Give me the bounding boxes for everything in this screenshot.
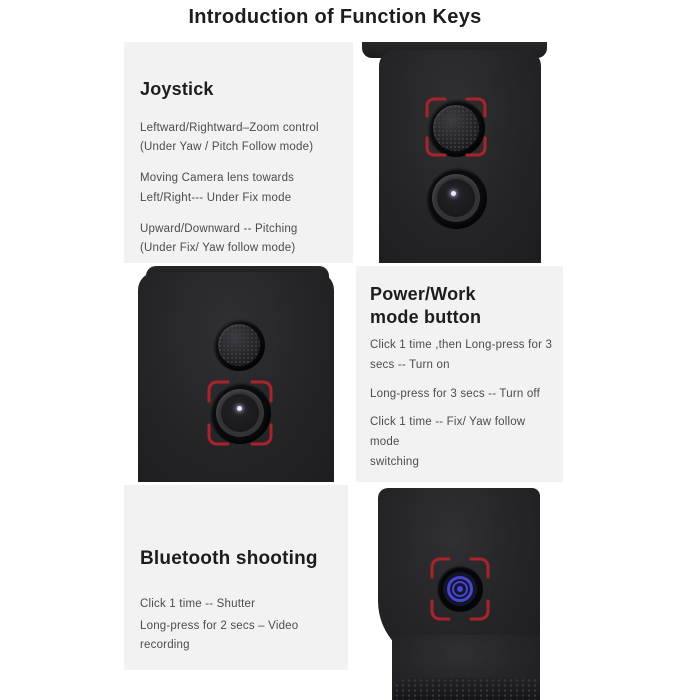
gimbal-photo-joystick xyxy=(356,42,563,263)
bluetooth-section xyxy=(124,485,348,670)
power-button-cap xyxy=(221,394,259,432)
joystick-paragraph xyxy=(140,169,339,209)
power-section xyxy=(356,266,563,482)
bluetooth-paragraph xyxy=(140,617,334,657)
text-line: Leftward/Rightward–Zoom control xyxy=(140,121,319,134)
device-handle xyxy=(138,272,334,482)
text-line: (Under Yaw / Pitch Follow mode) xyxy=(140,141,314,154)
text-line: Click 1 time -- Shutter xyxy=(140,597,256,610)
power-paragraph xyxy=(370,336,555,376)
power-paragraph xyxy=(370,385,555,405)
text-line: secs -- Turn on xyxy=(370,358,450,371)
power-button-cap xyxy=(437,179,475,217)
joystick-button-cap xyxy=(218,324,260,366)
grip-pad xyxy=(394,678,540,700)
page-title: Introduction of Function Keys xyxy=(188,6,482,28)
power-led-dot xyxy=(451,191,456,196)
bluetooth-heading: Bluetooth shooting xyxy=(140,548,318,569)
heading-line: mode button xyxy=(370,306,482,327)
heading-line: Power/Work xyxy=(370,284,476,304)
joystick-section xyxy=(124,42,353,263)
text-line: Long-press for 3 secs -- Turn off xyxy=(370,387,541,400)
gimbal-photo-power xyxy=(124,266,353,482)
text-line: Click 1 time ,then Long-press for 3 xyxy=(370,339,553,351)
highlight-frame-icon xyxy=(430,557,490,621)
text-line: (Under Fix/ Yaw follow mode) xyxy=(140,242,296,255)
joystick-paragraph xyxy=(140,119,339,159)
text-line: Long-press for 2 secs – Video recording xyxy=(140,619,299,652)
text-line: Upward/Downward -- Pitching xyxy=(140,222,298,235)
text-line: Left/Right--- Under Fix mode xyxy=(140,191,292,204)
text-line: Click 1 time -- Fix/ Yaw follow mode xyxy=(370,416,526,449)
power-paragraph xyxy=(370,413,555,472)
text-line: Moving Camera lens towards xyxy=(140,172,295,185)
power-heading xyxy=(370,283,555,328)
joystick-paragraph xyxy=(140,220,339,260)
text-line: switching xyxy=(370,455,420,468)
joystick-heading: Joystick xyxy=(140,79,214,99)
power-led-dot xyxy=(237,406,242,411)
highlight-frame-icon xyxy=(425,97,487,157)
gimbal-photo-bluetooth xyxy=(356,485,563,700)
bluetooth-paragraph xyxy=(140,595,334,615)
